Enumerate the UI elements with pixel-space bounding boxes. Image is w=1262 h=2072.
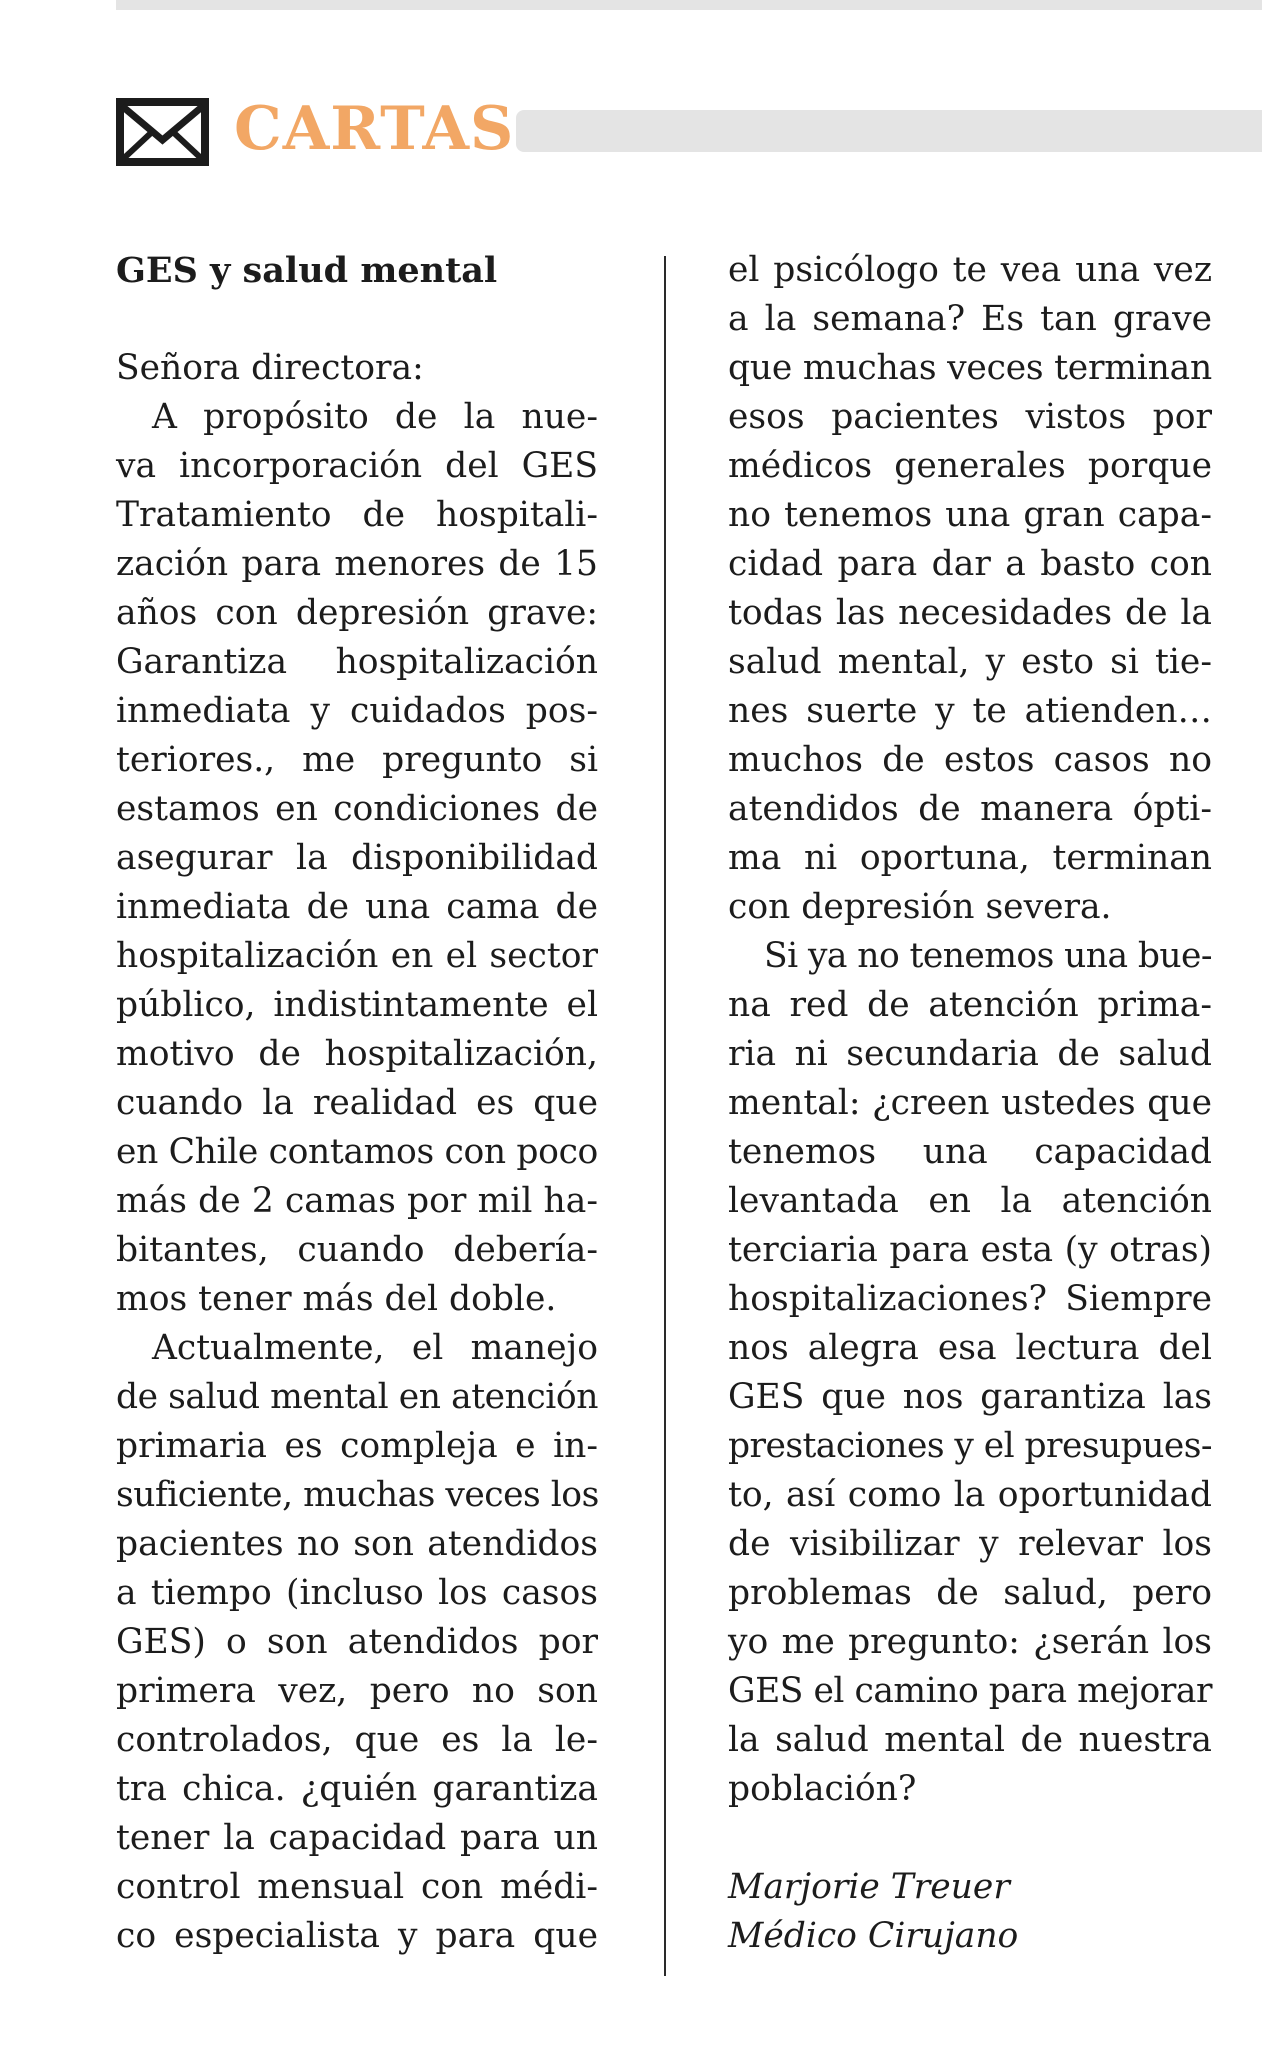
- left-column-line: pacientes no son atendidos: [116, 1524, 598, 1564]
- left-column-line: público, indistintamente el: [116, 985, 598, 1025]
- right-column-line: la salud mental de nuestra: [728, 1720, 1212, 1760]
- signature-gap: [728, 1814, 1212, 1863]
- left-column-line: bitantes, cuando debería-: [116, 1230, 598, 1270]
- right-column-line: ria ni secundaria de salud: [728, 1034, 1212, 1074]
- right-column-line: que muchas veces terminan: [728, 348, 1212, 388]
- right-column-line: to, así como la oportunidad: [728, 1475, 1212, 1515]
- right-column-line: médicos generales porque: [728, 446, 1212, 486]
- right-column-line: a la semana? Es tan grave: [728, 299, 1212, 339]
- right-column-line: nes suerte y te atienden…: [728, 691, 1212, 731]
- envelope-icon: [116, 98, 209, 166]
- right-column-line: de visibilizar y relevar los: [728, 1524, 1212, 1564]
- left-column-line: controlados, que es la le-: [116, 1720, 598, 1760]
- section-title: CARTAS: [234, 94, 515, 164]
- right-column-line: esos pacientes vistos por: [728, 397, 1212, 437]
- left-column-line: zación para menores de 15: [116, 544, 598, 584]
- right-column-line: levantada en la atención: [728, 1181, 1212, 1221]
- right-column-line: muchos de estos casos no: [728, 740, 1212, 780]
- left-column-line: años con depresión grave:: [116, 593, 598, 633]
- left-column-line: A propósito de la nue-: [152, 397, 598, 437]
- left-column-line: cuando la realidad es que: [116, 1083, 598, 1123]
- left-column-line: tra chica. ¿quién garantiza: [116, 1769, 598, 1809]
- top-rule: [116, 0, 1262, 10]
- letter-headline: GES y salud mental: [116, 250, 498, 291]
- left-column-line: Tratamiento de hospitali-: [116, 495, 598, 535]
- left-column-line: de salud mental en atención: [116, 1377, 598, 1417]
- section-header: [116, 96, 1262, 171]
- signature-title: Médico Cirujano: [728, 1916, 1019, 1956]
- right-column-line: cidad para dar a basto con: [728, 544, 1212, 584]
- left-column-line: hospitalización en el sector: [116, 936, 598, 976]
- left-column-line: va incorporación del GES: [116, 446, 598, 486]
- left-column-line: motivo de hospitalización,: [116, 1034, 598, 1074]
- left-column-line: teriores., me pregunto si: [116, 740, 598, 780]
- right-column-line: población?: [728, 1769, 917, 1809]
- right-column-line: yo me pregunto: ¿serán los: [728, 1622, 1212, 1662]
- right-column-line: salud mental, y esto si tie-: [728, 642, 1212, 682]
- right-column: [728, 246, 1212, 1961]
- right-column-line: terciaria para esta (y otras): [728, 1230, 1212, 1270]
- right-column-line: tenemos una capacidad: [728, 1132, 1212, 1172]
- right-column-line: GES el camino para mejorar: [728, 1671, 1212, 1711]
- right-column-line: na red de atención prima-: [728, 985, 1212, 1025]
- right-column-line: con depresión severa.: [728, 887, 1112, 927]
- title-bar: [516, 110, 1262, 152]
- left-column-line: más de 2 camas por mil ha-: [116, 1181, 598, 1221]
- left-column-line: inmediata de una cama de: [116, 887, 598, 927]
- right-column-line: atendidos de manera ópti-: [728, 789, 1212, 829]
- right-column-line: todas las necesidades de la: [728, 593, 1212, 633]
- left-column-line: Garantiza hospitalización: [116, 642, 598, 682]
- right-column-line: el psicólogo te vea una vez: [728, 250, 1212, 290]
- left-column-line: en Chile contamos con poco: [116, 1132, 598, 1172]
- left-column-line: GES) o son atendidos por: [116, 1622, 598, 1662]
- left-column-line: tener la capacidad para un: [116, 1818, 598, 1858]
- right-column-line: nos alegra esa lectura del: [728, 1328, 1212, 1368]
- right-column-line: ma ni oportuna, terminan: [728, 838, 1212, 878]
- left-column-line: primaria es compleja e in-: [116, 1426, 598, 1466]
- right-column-line: mental: ¿creen ustedes que: [728, 1083, 1212, 1123]
- left-column-line: mos tener más del doble.: [116, 1279, 557, 1319]
- left-column-line: primera vez, pero no son: [116, 1671, 598, 1711]
- left-column: [116, 246, 598, 1961]
- right-column-line: problemas de salud, pero: [728, 1573, 1212, 1613]
- right-column-line: prestaciones y el presupues-: [728, 1426, 1212, 1466]
- left-column-line: co especialista y para que: [116, 1916, 598, 1956]
- column-divider: [664, 256, 666, 1976]
- left-column-line: a tiempo (incluso los casos: [116, 1573, 598, 1613]
- left-column-line: inmediata y cuidados pos-: [116, 691, 598, 731]
- left-column-line: control mensual con médi-: [116, 1867, 598, 1907]
- letter-salutation: Señora directora:: [116, 348, 424, 388]
- right-column-line: GES que nos garantiza las: [728, 1377, 1212, 1417]
- left-column-line: estamos en condiciones de: [116, 789, 598, 829]
- signature-name: Marjorie Treuer: [728, 1867, 1010, 1907]
- left-column-line: suficiente, muchas veces los: [116, 1475, 599, 1515]
- left-column-line: asegurar la disponibilidad: [116, 838, 598, 878]
- left-column-line: Actualmente, el manejo: [152, 1328, 598, 1368]
- right-column-line: no tenemos una gran capa-: [728, 495, 1212, 535]
- right-column-line: Si ya no tenemos una bue-: [764, 936, 1212, 976]
- right-column-line: hospitalizaciones? Siempre: [728, 1279, 1212, 1319]
